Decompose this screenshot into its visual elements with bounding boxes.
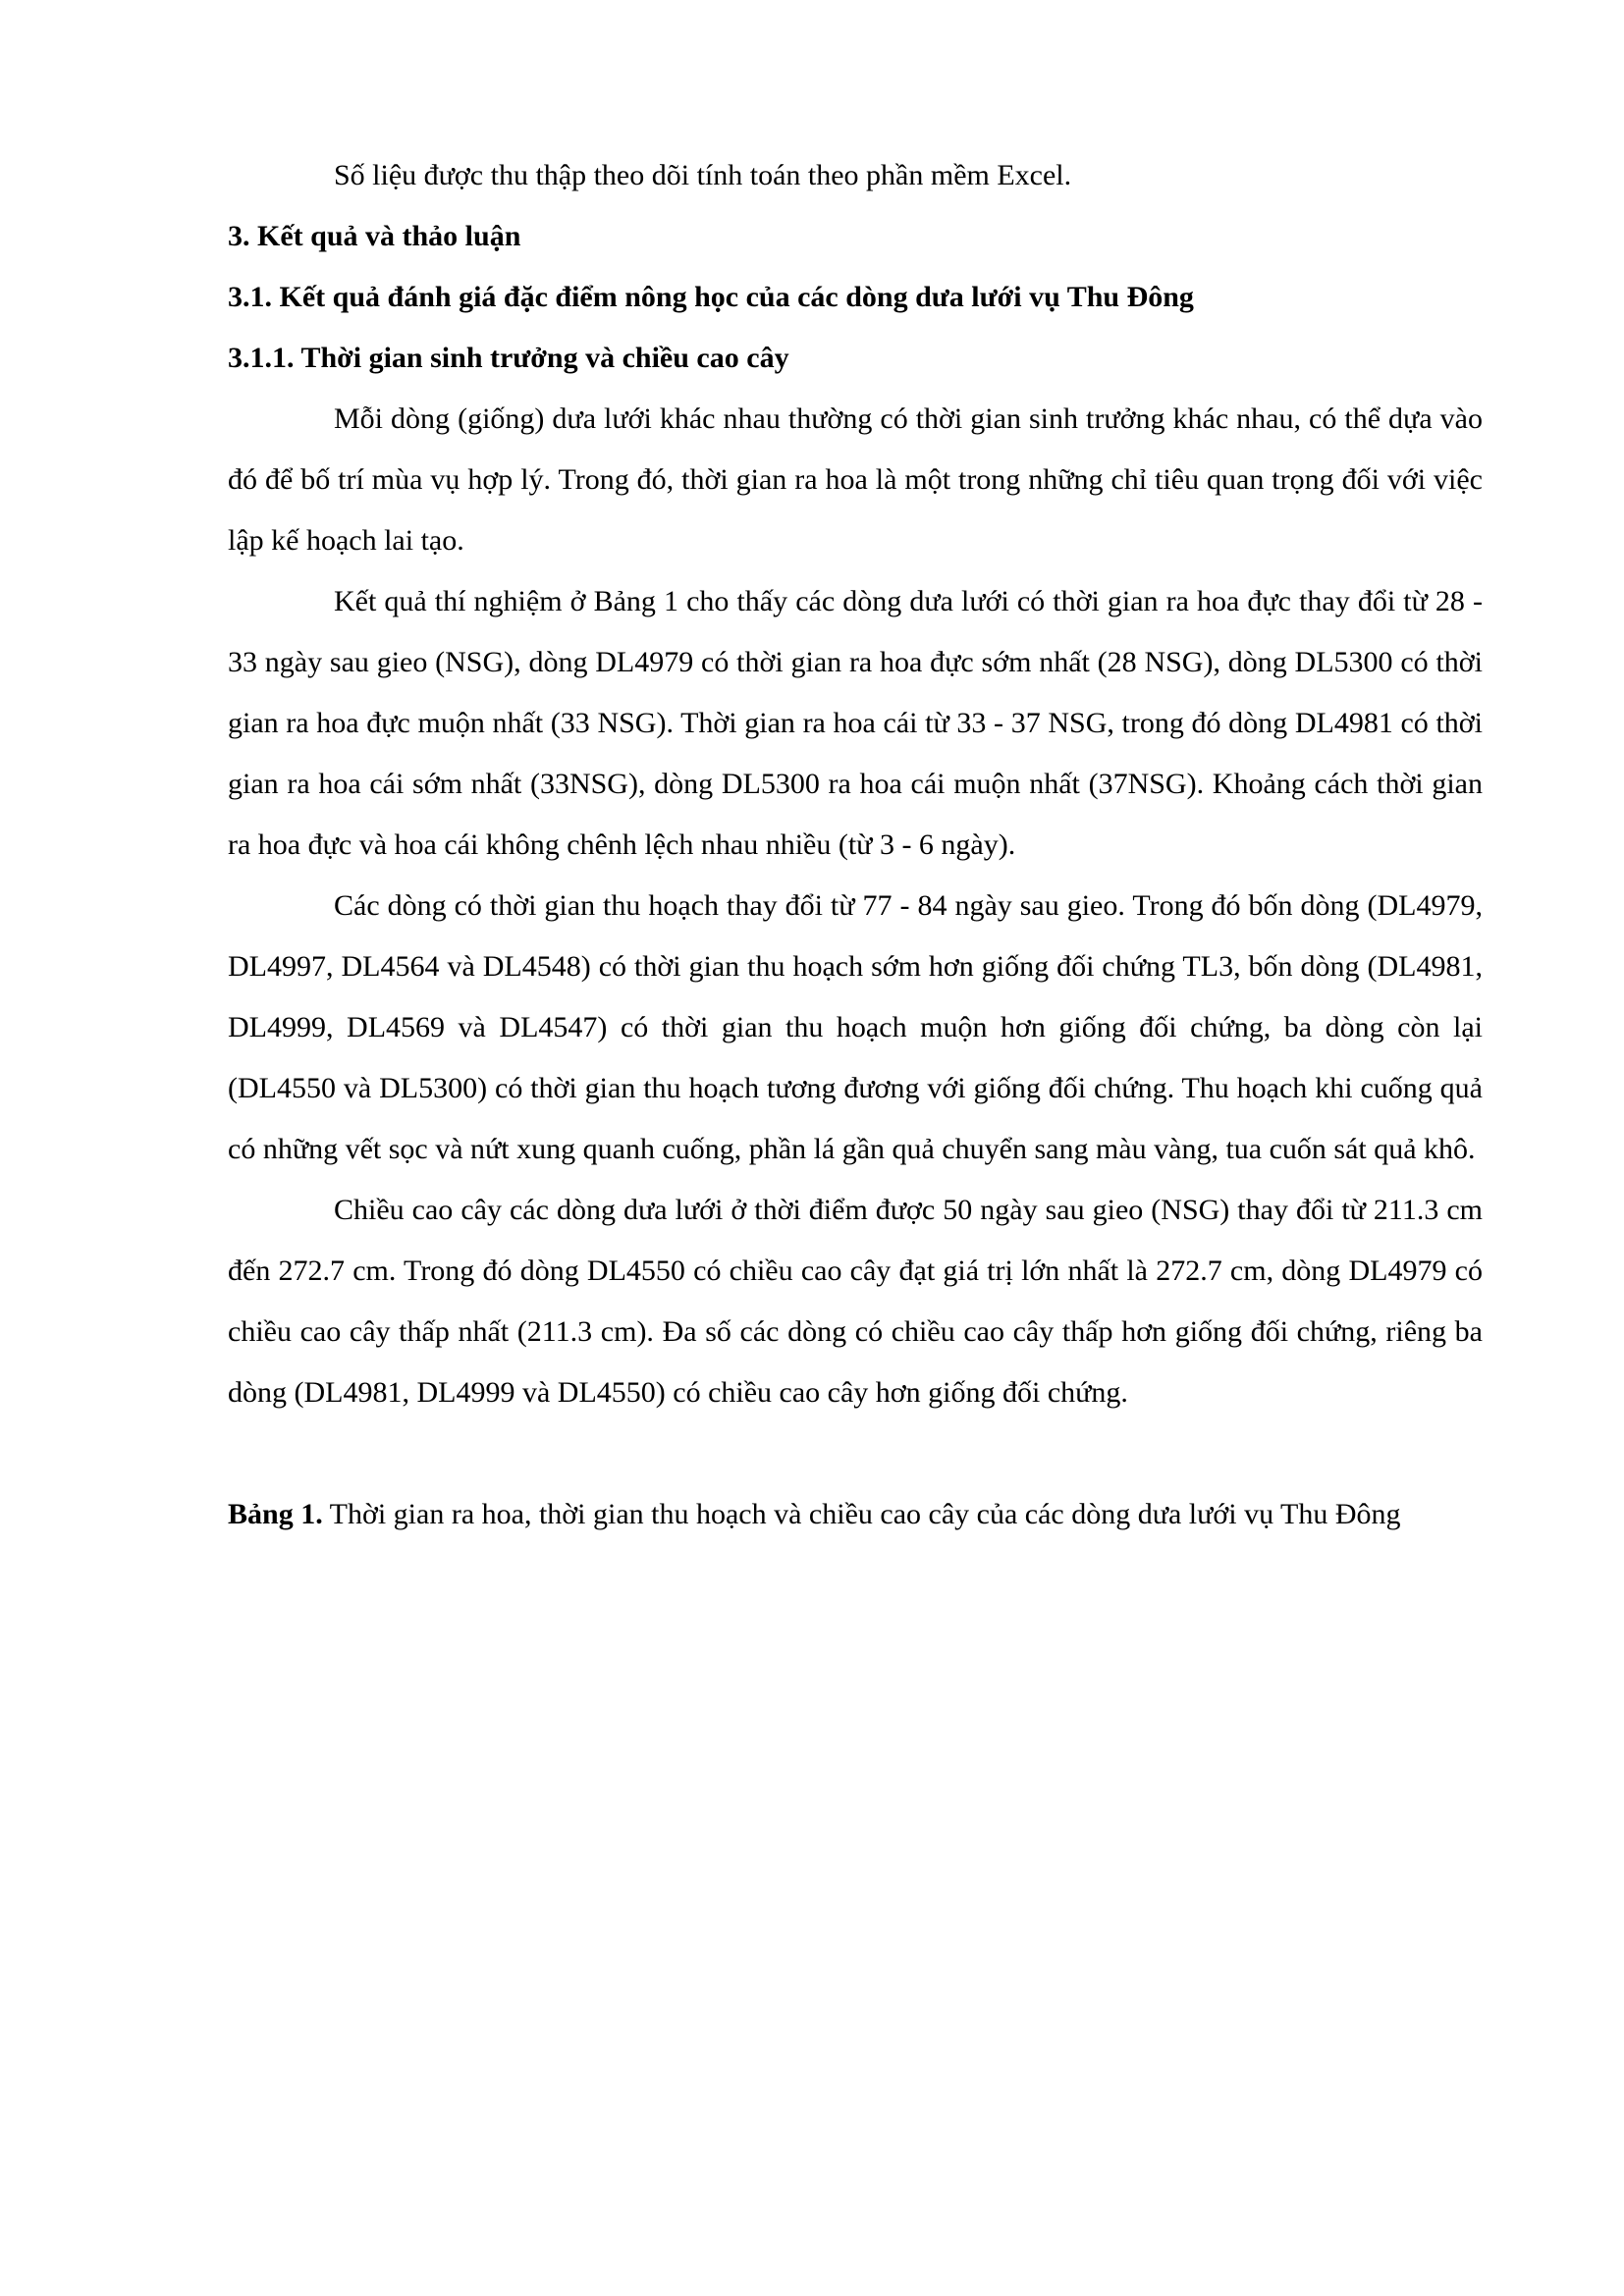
table-caption (228, 1484, 1483, 1545)
paragraph-harvest-time: Các dòng có thời gian thu hoạch thay đổi từ 77 - 84 ngày sau gieo. Trong đó bốn dòng (DL4979, DL4997, DL4564 và DL4548) có thời gian thu hoạch sớm hơn giống đối chứng TL3, bốn dòng (DL4981, DL4999, DL4569 và DL4547) có thời gian thu hoạch muộn hơn giống đối chứng, ba dòng còn lại (DL4550 và DL5300) có thời gian thu hoạch tương đương với giống đối chứng. Thu hoạch khi cuống quả có những vết sọc và nứt xung quanh cuống, phần lá gần quả chuyển sang màu vàng, tua cuốn sát quả khô. (228, 889, 1483, 1165)
table-caption-label: Bảng 1. (228, 1498, 323, 1530)
paragraph-flowering-time: Kết quả thí nghiệm ở Bảng 1 cho thấy các dòng dưa lưới có thời gian ra hoa đực thay đổi từ 28 - 33 ngày sau gieo (NSG), dòng DL4979 có thời gian ra hoa đực sớm nhất (28 NSG), dòng DL5300 có thời gian ra hoa đực muộn nhất (33 NSG). Thời gian ra hoa cái từ 33 - 37 NSG, trong đó dòng DL4981 có thời gian ra hoa cái sớm nhất (33NSG), dòng DL5300 ra hoa cái muộn nhất (37NSG). Khoảng cách thời gian ra hoa đực và hoa cái không chênh lệch nhau nhiều (từ 3 - 6 ngày). (228, 585, 1483, 861)
document-page (228, 145, 1483, 1545)
intro-text: Số liệu được thu thập theo dõi tính toán theo phần mềm Excel. (334, 159, 1072, 191)
section-heading: 3. Kết quả và thảo luận (228, 220, 521, 252)
table-caption-text: Thời gian ra hoa, thời gian thu hoạch và chiều cao cây của các dòng dưa lưới vụ Thu Đông (322, 1498, 1401, 1530)
spacer (228, 1423, 1483, 1484)
subsubsection-heading: 3.1.1. Thời gian sinh trưởng và chiều cao cây (228, 342, 789, 374)
paragraph-growth-time: Mỗi dòng (giống) dưa lưới khác nhau thường có thời gian sinh trưởng khác nhau, có thể dựa vào đó để bố trí mùa vụ hợp lý. Trong đó, thời gian ra hoa là một trong những chỉ tiêu quan trọng đối với việc lập kế hoạch lai tạo. (228, 402, 1483, 557)
paragraph-plant-height: Chiều cao cây các dòng dưa lưới ở thời điểm được 50 ngày sau gieo (NSG) thay đổi từ 211.3 cm đến 272.7 cm. Trong đó dòng DL4550 có chiều cao cây đạt giá trị lớn nhất là 272.7 cm, dòng DL4979 có chiều cao cây thấp nhất (211.3 cm). Đa số các dòng có chiều cao cây thấp hơn giống đối chứng, riêng ba dòng (DL4981, DL4999 và DL4550) có chiều cao cây hơn giống đối chứng. (228, 1194, 1483, 1409)
subsection-heading: 3.1. Kết quả đánh giá đặc điểm nông học của các dòng dưa lưới vụ Thu Đông (228, 281, 1194, 313)
